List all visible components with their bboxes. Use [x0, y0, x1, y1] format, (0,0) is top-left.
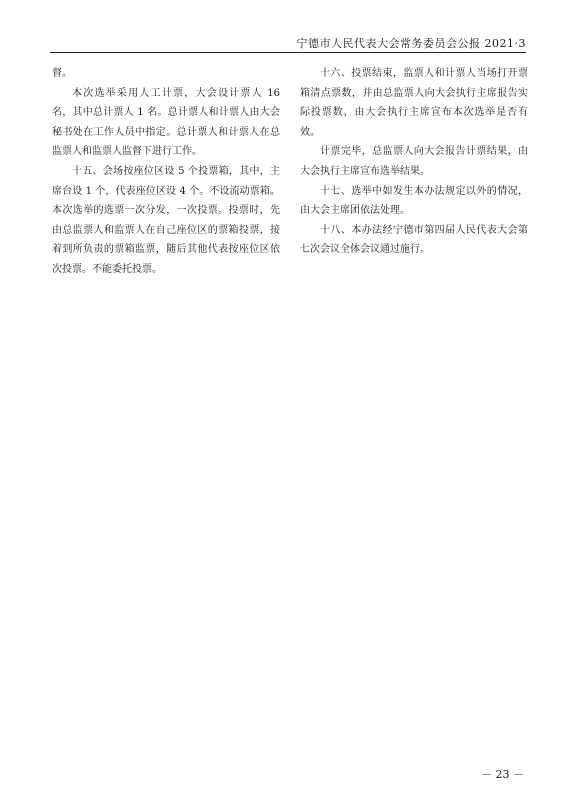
paragraph-continuation: 督。 [52, 68, 72, 79]
paragraph-article-16: 十六、投票结束，监票人和计票人当场打开票箱清点票数，并由总监票人向大会执行主席报告实际投票数，由大会执行主席宣布本次选举是否有效。 [300, 68, 528, 138]
publication-title: 宁德市人民代表大会常务委员会公报 2021·3 [296, 37, 526, 50]
paragraph-vote-counting: 本次选举采用人工计票，大会设计票人 16 名，其中总计票人 1 名。总计票人和计票人由大会秘书处在工作人员中指定。总计票人和计票人在总监票人和监票人监督下进行工作。 [52, 87, 280, 158]
page-header [50, 34, 526, 53]
page-number: － 23 － [481, 768, 524, 781]
paragraph-article-17: 十七、选举中如发生本办法规定以外的情况，由大会主席团依法处理。 [300, 185, 528, 217]
paragraph-article-15: 十五、会场按座位区设 5 个投票箱，其中，主席台设 1 个，代表座位区设 4 个。不设流动票箱。本次选举的选票一次分发，一次投票。投票时，先由总监票人和监票人在自己座位区的票箱投票，接着到所负责的票箱监票，随后其他代表按座位区依次投票。不能委托投票。 [52, 165, 280, 275]
paragraph-count-complete: 计票完毕，总监票人向大会报告计票结果，由大会执行主席宣布选举结果。 [300, 146, 528, 177]
left-column [52, 64, 280, 280]
right-column [300, 64, 528, 260]
paragraph-article-18: 十八、本办法经宁德市第四届人民代表大会第七次会议全体会议通过施行。 [300, 224, 528, 256]
